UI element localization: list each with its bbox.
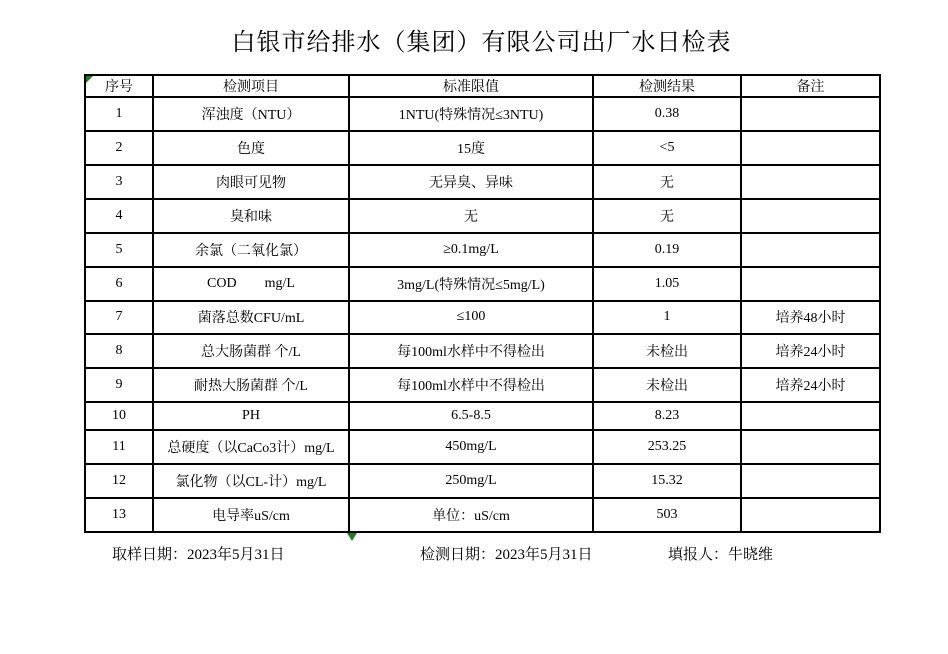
cell-note	[741, 165, 880, 199]
cell-result: 0.19	[593, 233, 741, 267]
cell-item: 电导率uS/cm	[153, 498, 349, 532]
table-row	[85, 301, 880, 335]
cell-limit: ≥0.1mg/L	[349, 233, 593, 267]
cell-seq: 5	[85, 233, 153, 267]
cell-result: 253.25	[593, 430, 741, 464]
cell-item: 色度	[153, 131, 349, 165]
table-row	[85, 267, 880, 301]
table-row	[85, 165, 880, 199]
table-row	[85, 334, 880, 368]
col-header-seq: 序号	[85, 75, 153, 97]
cell-limit: 450mg/L	[349, 430, 593, 464]
green-triangle-icon	[347, 533, 357, 541]
test-date-text: 检测日期：2023年5月31日	[420, 547, 593, 563]
table-row	[85, 199, 880, 233]
cell-limit: ≤100	[349, 301, 593, 335]
col-header-item: 检测项目	[153, 75, 349, 97]
cell-result: 0.38	[593, 97, 741, 131]
inspection-table	[84, 74, 879, 533]
cell-note: 培养24小时	[741, 368, 880, 402]
cell-result: 无	[593, 165, 741, 199]
cell-limit: 250mg/L	[349, 464, 593, 498]
cell-note	[741, 199, 880, 233]
cell-note: 培养48小时	[741, 301, 880, 335]
cell-seq: 2	[85, 131, 153, 165]
reporter-text: 填报人：牛晓维	[668, 547, 774, 563]
cell-note	[741, 498, 880, 532]
cell-result: 1	[593, 301, 741, 335]
table-row	[85, 97, 880, 131]
cell-item: 余氯（二氧化氯）	[153, 233, 349, 267]
excel-corner-marker-icon	[86, 76, 93, 83]
cell-item: 浑浊度（NTU）	[153, 97, 349, 131]
cell-note	[741, 131, 880, 165]
cell-note	[741, 464, 880, 498]
cell-item: 总硬度（以CaCo3计）mg/L	[153, 430, 349, 464]
cell-seq: 6	[85, 267, 153, 301]
water-quality-table	[84, 74, 881, 533]
cell-seq: 9	[85, 368, 153, 402]
cell-item: 氯化物（以CL-计）mg/L	[153, 464, 349, 498]
cell-result: 8.23	[593, 402, 741, 430]
cell-seq: 8	[85, 334, 153, 368]
cell-item: COD mg/L	[153, 267, 349, 301]
cell-seq: 11	[85, 430, 153, 464]
footer	[84, 543, 879, 565]
cell-result: 未检出	[593, 334, 741, 368]
table-row	[85, 402, 880, 430]
cell-limit: 6.5-8.5	[349, 402, 593, 430]
cell-limit: 每100ml水样中不得检出	[349, 334, 593, 368]
header-row	[85, 75, 880, 97]
col-header-limit: 标准限值	[349, 75, 593, 97]
cell-limit: 无	[349, 199, 593, 233]
cell-item: 肉眼可见物	[153, 165, 349, 199]
cell-item: PH	[153, 402, 349, 430]
cell-note	[741, 233, 880, 267]
cell-note	[741, 267, 880, 301]
cell-note	[741, 97, 880, 131]
col-header-note: 备注	[741, 75, 880, 97]
page-title: 白银市给排水（集团）有限公司出厂水日检表	[231, 30, 732, 56]
cell-seq: 1	[85, 97, 153, 131]
cell-limit: 每100ml水样中不得检出	[349, 368, 593, 402]
cell-item: 耐热大肠菌群 个/L	[153, 368, 349, 402]
cell-seq: 4	[85, 199, 153, 233]
table-row	[85, 430, 880, 464]
table-row	[85, 233, 880, 267]
cell-note: 培养24小时	[741, 334, 880, 368]
col-header-result: 检测结果	[593, 75, 741, 97]
table-row	[85, 498, 880, 532]
table-row	[85, 368, 880, 402]
cell-limit: 3mg/L(特殊情况≤5mg/L)	[349, 267, 593, 301]
cell-note	[741, 402, 880, 430]
cell-item: 菌落总数CFU/mL	[153, 301, 349, 335]
cell-seq: 3	[85, 165, 153, 199]
cell-result: 503	[593, 498, 741, 532]
table-row	[85, 131, 880, 165]
cell-seq: 10	[85, 402, 153, 430]
sampling-date-text: 取样日期：2023年5月31日	[112, 547, 285, 563]
cell-seq: 12	[85, 464, 153, 498]
cell-result: 1.05	[593, 267, 741, 301]
cell-result: 未检出	[593, 368, 741, 402]
table-row	[85, 464, 880, 498]
cell-seq: 13	[85, 498, 153, 532]
cell-result: 15.32	[593, 464, 741, 498]
cell-item: 臭和味	[153, 199, 349, 233]
cell-limit: 单位：uS/cm	[349, 498, 593, 532]
cell-note	[741, 430, 880, 464]
cell-limit: 1NTU(特殊情况≤3NTU)	[349, 97, 593, 131]
cell-result: <5	[593, 131, 741, 165]
cell-limit: 15度	[349, 131, 593, 165]
cell-result: 无	[593, 199, 741, 233]
cell-limit: 无异臭、异味	[349, 165, 593, 199]
cell-seq: 7	[85, 301, 153, 335]
cell-item: 总大肠菌群 个/L	[153, 334, 349, 368]
